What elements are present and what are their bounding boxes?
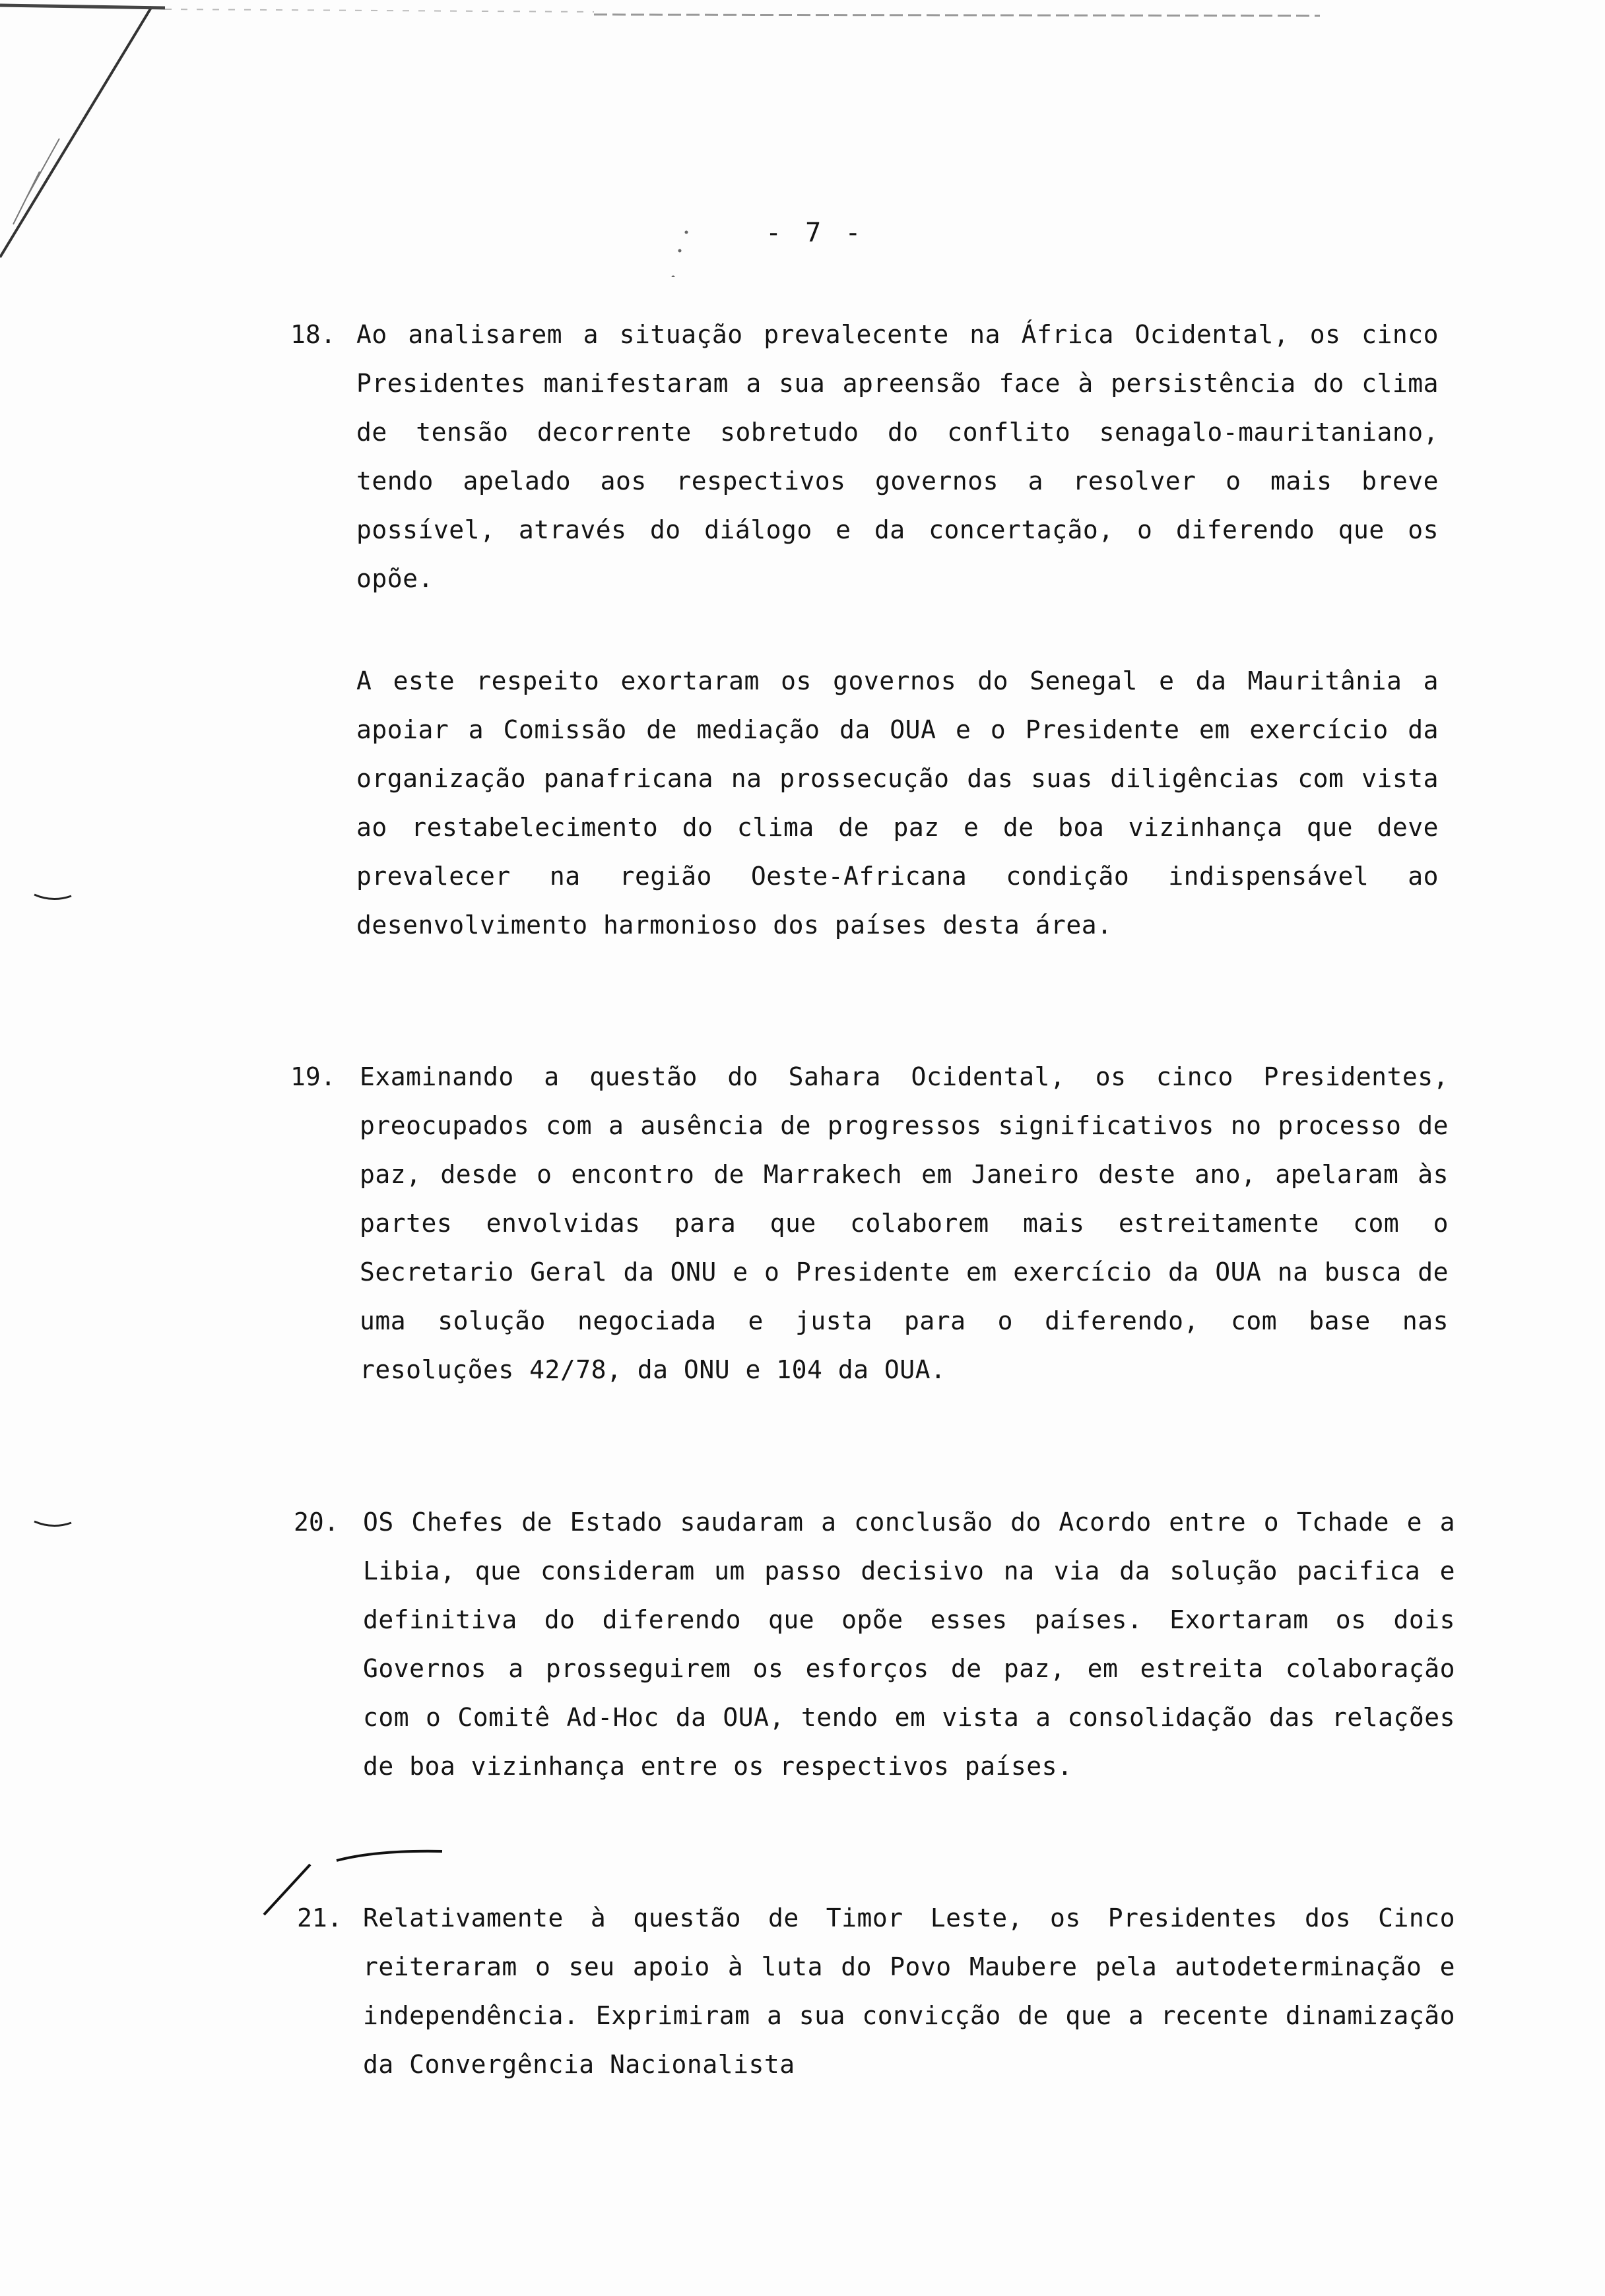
paragraph-21: Relativamente à questão de Timor Leste, os Presidentes dos Cinco reiteraram o seu apoio à luta do Povo Maubere pela autodeterminação e independência. Exprimiram a sua convicção de que a recente dinamização da Convergência Nacionalista (363, 1903, 1455, 2079)
paragraph-number-21: 21. (297, 1903, 343, 1932)
paragraph-20: OS Chefes de Estado saudaram a conclusão do Acordo entre o Tchade e a Libia, que consideram um passo decisivo na via da solução pacifica e definitiva do diferendo que opõe esses países. Exortaram os dois Governos a prosseguirem os esforços de paz, em estreita colaboração com o Comitê Ad-Hoc da OUA, tendo em vista a consolidação das relações de boa vizinhança entre os respectivos países. (363, 1508, 1455, 1781)
paragraph-number-20: 20. (294, 1508, 339, 1537)
page-number: - 7 - (766, 218, 865, 248)
paragraph-18: Ao analisarem a situação prevalecente na África Ocidental, os cinco Presidentes manifestaram a sua apreensão face à persistência do clima de tensão decorrente sobretudo do conflito senagalo-mauritaniano, tendo apelado aos respectivos governos a resolver o mais breve possível, através do diálogo e da concertação, o diferendo que os opõe. (356, 320, 1439, 593)
paragraph-18-continuation: A este respeito exortaram os governos do Senegal e da Mauritânia a apoiar a Comissão de mediação da OUA e o Presidente em exercício da organização panafricana na prossecução das suas diligências com vista ao restabelecimento do clima de paz e de boa vizinhança que deve prevalecer na região Oeste-Africana condição indispensável ao desenvolvimento harmonioso dos países desta área. (356, 666, 1439, 940)
margin-dash-1 (33, 891, 73, 904)
paragraph-19: Examinando a questão do Sahara Ocidental, os cinco Presidentes, preocupados com a ausência de progressos significativos no processo de paz, desde o encontro de Marrakech em Janeiro deste ano, apelaram às partes envolvidas para que colaborem mais estreitamente com o Secretario Geral da ONU e o Presidente em exercício da OUA na busca de uma solução negociada e justa para o diferendo, com base nas resoluções 42/78, da ONU e 104 da OUA. (360, 1062, 1449, 1384)
paragraph-number-18: 18. (290, 320, 336, 349)
paragraph-number-19: 19. (290, 1062, 336, 1091)
margin-dash-2 (33, 1517, 73, 1531)
